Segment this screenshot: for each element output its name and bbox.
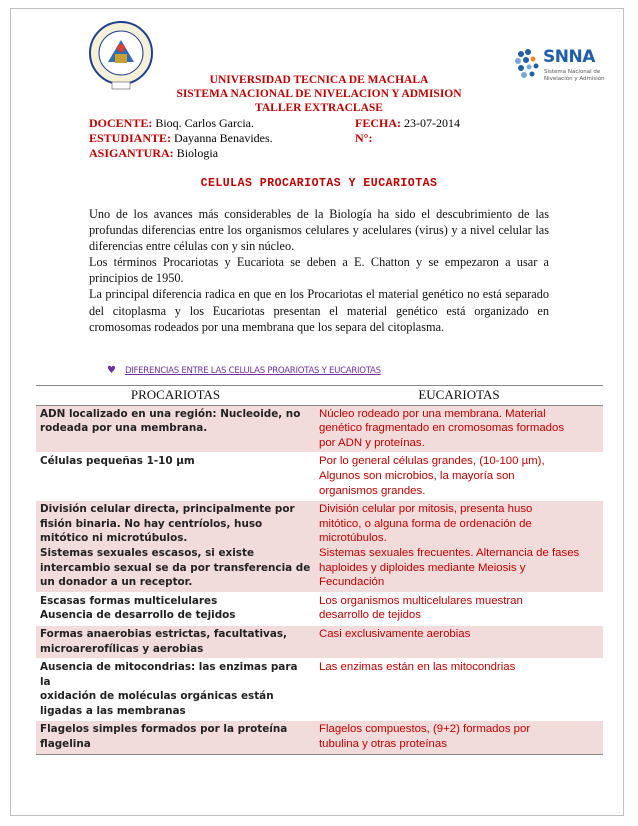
cell-line: genético fragmentado en cromosomas formados xyxy=(319,422,565,435)
eucariotas-cell xyxy=(315,592,603,625)
cell-line: intercambio sexual se da por transferencia de xyxy=(40,561,311,574)
snna-name: SNNA xyxy=(543,47,595,67)
cell-line: Flagelos compuestos, (9+2) formados por xyxy=(319,723,531,736)
cell-line: organismos grandes. xyxy=(319,484,426,497)
cell-line: Núcleo rodeado por una membrana. Material xyxy=(319,407,546,420)
comparison-table xyxy=(36,385,603,755)
cell-line: oxidación de moléculas orgánicas están xyxy=(40,690,274,703)
fecha-label: FECHA: xyxy=(355,116,401,130)
estudiante-value: Dayanna Benavides. xyxy=(174,131,273,145)
cell-line: Sistemas sexuales frecuentes. Alternancia de fases xyxy=(319,546,580,559)
docente-value: Bioq. Carlos Garcia. xyxy=(155,116,254,130)
cell-line: División celular por mitosis, presenta huso xyxy=(319,503,533,516)
table-row xyxy=(36,405,603,453)
cell-line: ligadas a las membranas xyxy=(40,704,186,717)
fecha-line xyxy=(355,116,460,131)
cell-line: fisión binaria. No hay centríolos, huso xyxy=(40,517,263,530)
cell-line: Ausencia de desarrollo de tejidos xyxy=(40,609,236,622)
docente-label: DOCENTE: xyxy=(89,116,153,130)
cell-line: haploides y diploides mediante Meiosis y xyxy=(319,561,526,574)
table-row xyxy=(36,592,603,625)
numero-line xyxy=(355,131,372,146)
paragraph: Los términos Procariotas y Eucariota se deben a E. Chatton y se empezaron a usar a principios de 1950. xyxy=(89,255,549,286)
snna-line2: Nivelación y Admisión xyxy=(544,76,605,82)
cell-line: Fecundación xyxy=(319,576,385,589)
snna-line1: Sistema Nacional de xyxy=(544,69,601,75)
table-body xyxy=(36,405,603,754)
cell-line: Los organismos multicelulares muestran xyxy=(319,594,523,607)
eucariotas-cell xyxy=(315,501,603,593)
cell-line: rodeada por una membrana. xyxy=(40,422,208,435)
cell-line: ADN localizado en una región: Nucleoide, no xyxy=(40,407,301,420)
procariotas-cell xyxy=(36,721,315,754)
intro-text xyxy=(89,206,549,335)
cell-line: desarrollo de tejidos xyxy=(319,609,421,622)
cell-line: Por lo general células grandes, (10-100 µm), xyxy=(319,455,545,468)
cell-line: Sistemas sexuales escasos, si existe xyxy=(40,546,254,559)
column-header-eucariotas: EUCARIOTAS xyxy=(315,386,603,406)
procariotas-cell xyxy=(36,405,315,453)
cell-line: Células pequeñas 1-10 µm xyxy=(40,455,195,468)
asignatura-label: ASIGANTURA: xyxy=(89,146,174,160)
table-row xyxy=(36,501,603,593)
table-row xyxy=(36,659,603,721)
cell-line: Formas anaerobias estrictas, facultativas, xyxy=(40,627,287,640)
paragraph: La principal diferencia radica en que en los Procariotas el material genético no está separado del citoplasma y los Eucariotas presentan el material genético está organizado en cromosomas rodeados por una membrana que los separa del citoplasma. xyxy=(89,287,549,334)
table-row xyxy=(36,453,603,501)
cell-line: tubulina y otras proteínas xyxy=(319,738,447,751)
cell-line: mitótico ni microtúbulos. xyxy=(40,532,188,545)
procariotas-cell xyxy=(36,501,315,593)
cell-line: Ausencia de mitocondrias: las enzimas para la xyxy=(40,661,298,688)
cell-line: Las enzimas están en las mitocondrias xyxy=(319,661,516,674)
numero-label: N°: xyxy=(355,131,373,145)
cell-line: microarerofílicas y aerobias xyxy=(40,642,204,655)
heart-bullet-icon: ♥ xyxy=(107,365,116,376)
cell-line: por ADN y proteínas. xyxy=(319,436,425,449)
procariotas-cell xyxy=(36,659,315,721)
column-header-procariotas: PROCARIOTAS xyxy=(36,386,315,406)
bullet-heading-text: DIFERENCIAS ENTRE LAS CELULAS PROARIOTAS Y EUCARIOTAS xyxy=(124,366,381,376)
procariotas-cell xyxy=(36,453,315,501)
eucariotas-cell xyxy=(315,405,603,453)
cell-line: microtúbulos. xyxy=(319,532,387,545)
procariotas-cell xyxy=(36,592,315,625)
university-name: UNIVERSIDAD TECNICA DE MACHALA xyxy=(209,74,429,86)
table-row xyxy=(36,721,603,754)
asignatura-line xyxy=(89,146,218,161)
cell-line: flagelina xyxy=(40,738,91,751)
asignatura-value: Biologia xyxy=(176,146,219,160)
cell-line: Casi exclusivamente aerobias xyxy=(319,627,471,640)
cell-line: mitótico, o alguna forma de ordenación de xyxy=(319,517,532,530)
table-header-row xyxy=(36,386,603,406)
document-title: CELULAS PROCARIOTAS Y EUCARIOTAS xyxy=(200,177,438,190)
table-row xyxy=(36,625,603,658)
cell-line: un donador a un receptor. xyxy=(40,576,193,589)
estudiante-label: ESTUDIANTE: xyxy=(89,131,172,145)
workshop-name: TALLER EXTRACLASE xyxy=(255,102,383,114)
eucariotas-cell xyxy=(315,625,603,658)
fecha-value: 23-07-2014 xyxy=(404,116,460,130)
eucariotas-cell xyxy=(315,721,603,754)
bullet-heading xyxy=(107,365,381,376)
eucariotas-cell xyxy=(315,453,603,501)
estudiante-line xyxy=(89,131,273,146)
docente-line xyxy=(89,116,254,131)
cell-line: Algunos son microbios, la mayoría son xyxy=(319,469,515,482)
system-name: SISTEMA NACIONAL DE NIVELACION Y ADMISION xyxy=(176,88,462,100)
cell-line: División celular directa, principalmente por xyxy=(40,503,295,516)
eucariotas-cell xyxy=(315,659,603,721)
paragraph: Uno de los avances más considerables de la Biología ha sido el descubrimiento de las profundas diferencias entre los organismos celulares y acelulares (virus) y a nivel celular las diferencias entre células con y sin núcleo. xyxy=(89,207,549,254)
cell-line: Flagelos simples formados por la proteína xyxy=(40,723,288,736)
cell-line: Escasas formas multicelulares xyxy=(40,594,218,607)
procariotas-cell xyxy=(36,625,315,658)
